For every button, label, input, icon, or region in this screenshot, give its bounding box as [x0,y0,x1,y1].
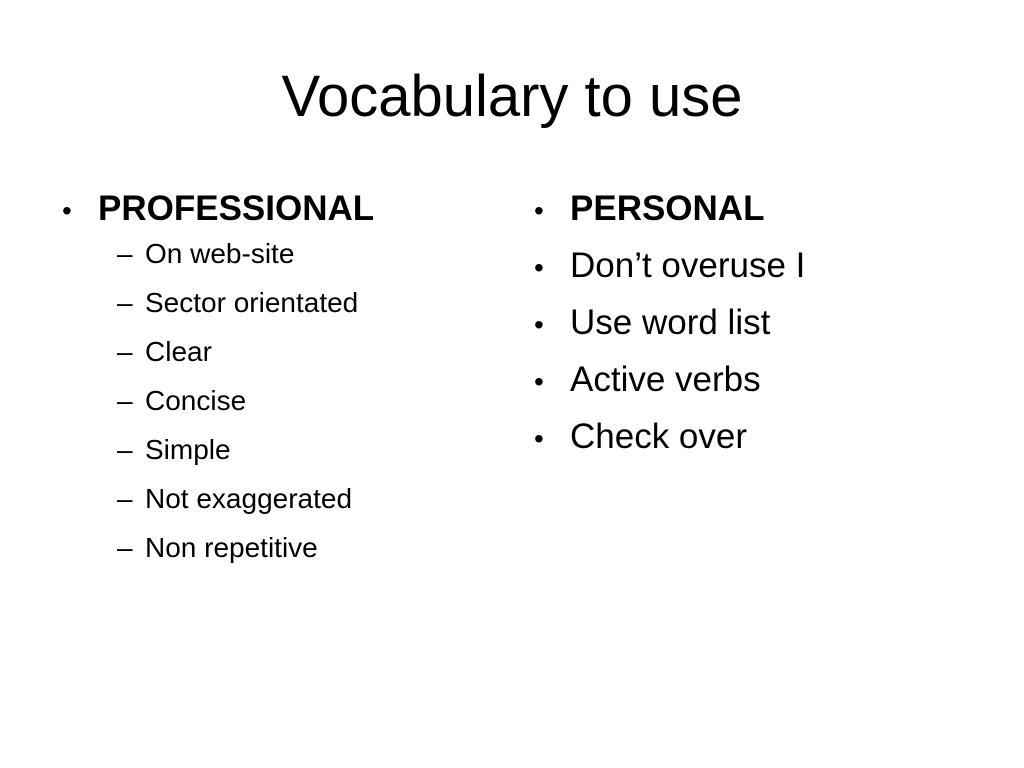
left-heading-row [60,186,480,236]
list-item [115,236,480,285]
list-item-text: Don’t overuse I [570,246,806,285]
list-item [115,285,480,334]
list-item [115,334,480,383]
list-item-text: Non repetitive [145,532,318,563]
dash-icon: – [117,238,133,269]
list-item [115,481,480,530]
list-item [532,300,972,357]
list-item [532,357,972,414]
list-item [115,432,480,481]
dash-icon: – [117,434,133,465]
list-item-text: Concise [145,385,247,416]
left-column [60,186,480,579]
right-heading-row [532,186,972,243]
dash-icon: – [117,336,133,367]
list-item-text: Active verbs [570,360,761,399]
list-item [532,414,972,471]
bullet-icon: • [534,195,544,226]
list-item-text: Clear [145,336,212,367]
dash-icon: – [117,385,133,416]
bullet-icon: • [62,195,72,226]
right-column [532,186,972,471]
right-heading: PERSONAL [570,189,765,228]
left-sub-list [115,236,480,579]
bullet-icon: • [534,423,544,454]
list-item-text: Simple [145,434,231,465]
bullet-icon: • [534,366,544,397]
dash-icon: – [117,532,133,563]
list-item-text: On web-site [145,238,295,269]
list-item-text: Sector orientated [145,287,359,318]
list-item [115,383,480,432]
list-item [532,243,972,300]
dash-icon: – [117,287,133,318]
list-item-text: Use word list [570,303,771,342]
dash-icon: – [117,483,133,514]
bullet-icon: • [534,252,544,283]
list-item-text: Check over [570,417,748,456]
list-item-text: Not exaggerated [145,483,353,514]
list-item [115,530,480,579]
bullet-icon: • [534,309,544,340]
left-heading: PROFESSIONAL [98,189,375,228]
slide-title: Vocabulary to use [281,64,743,129]
